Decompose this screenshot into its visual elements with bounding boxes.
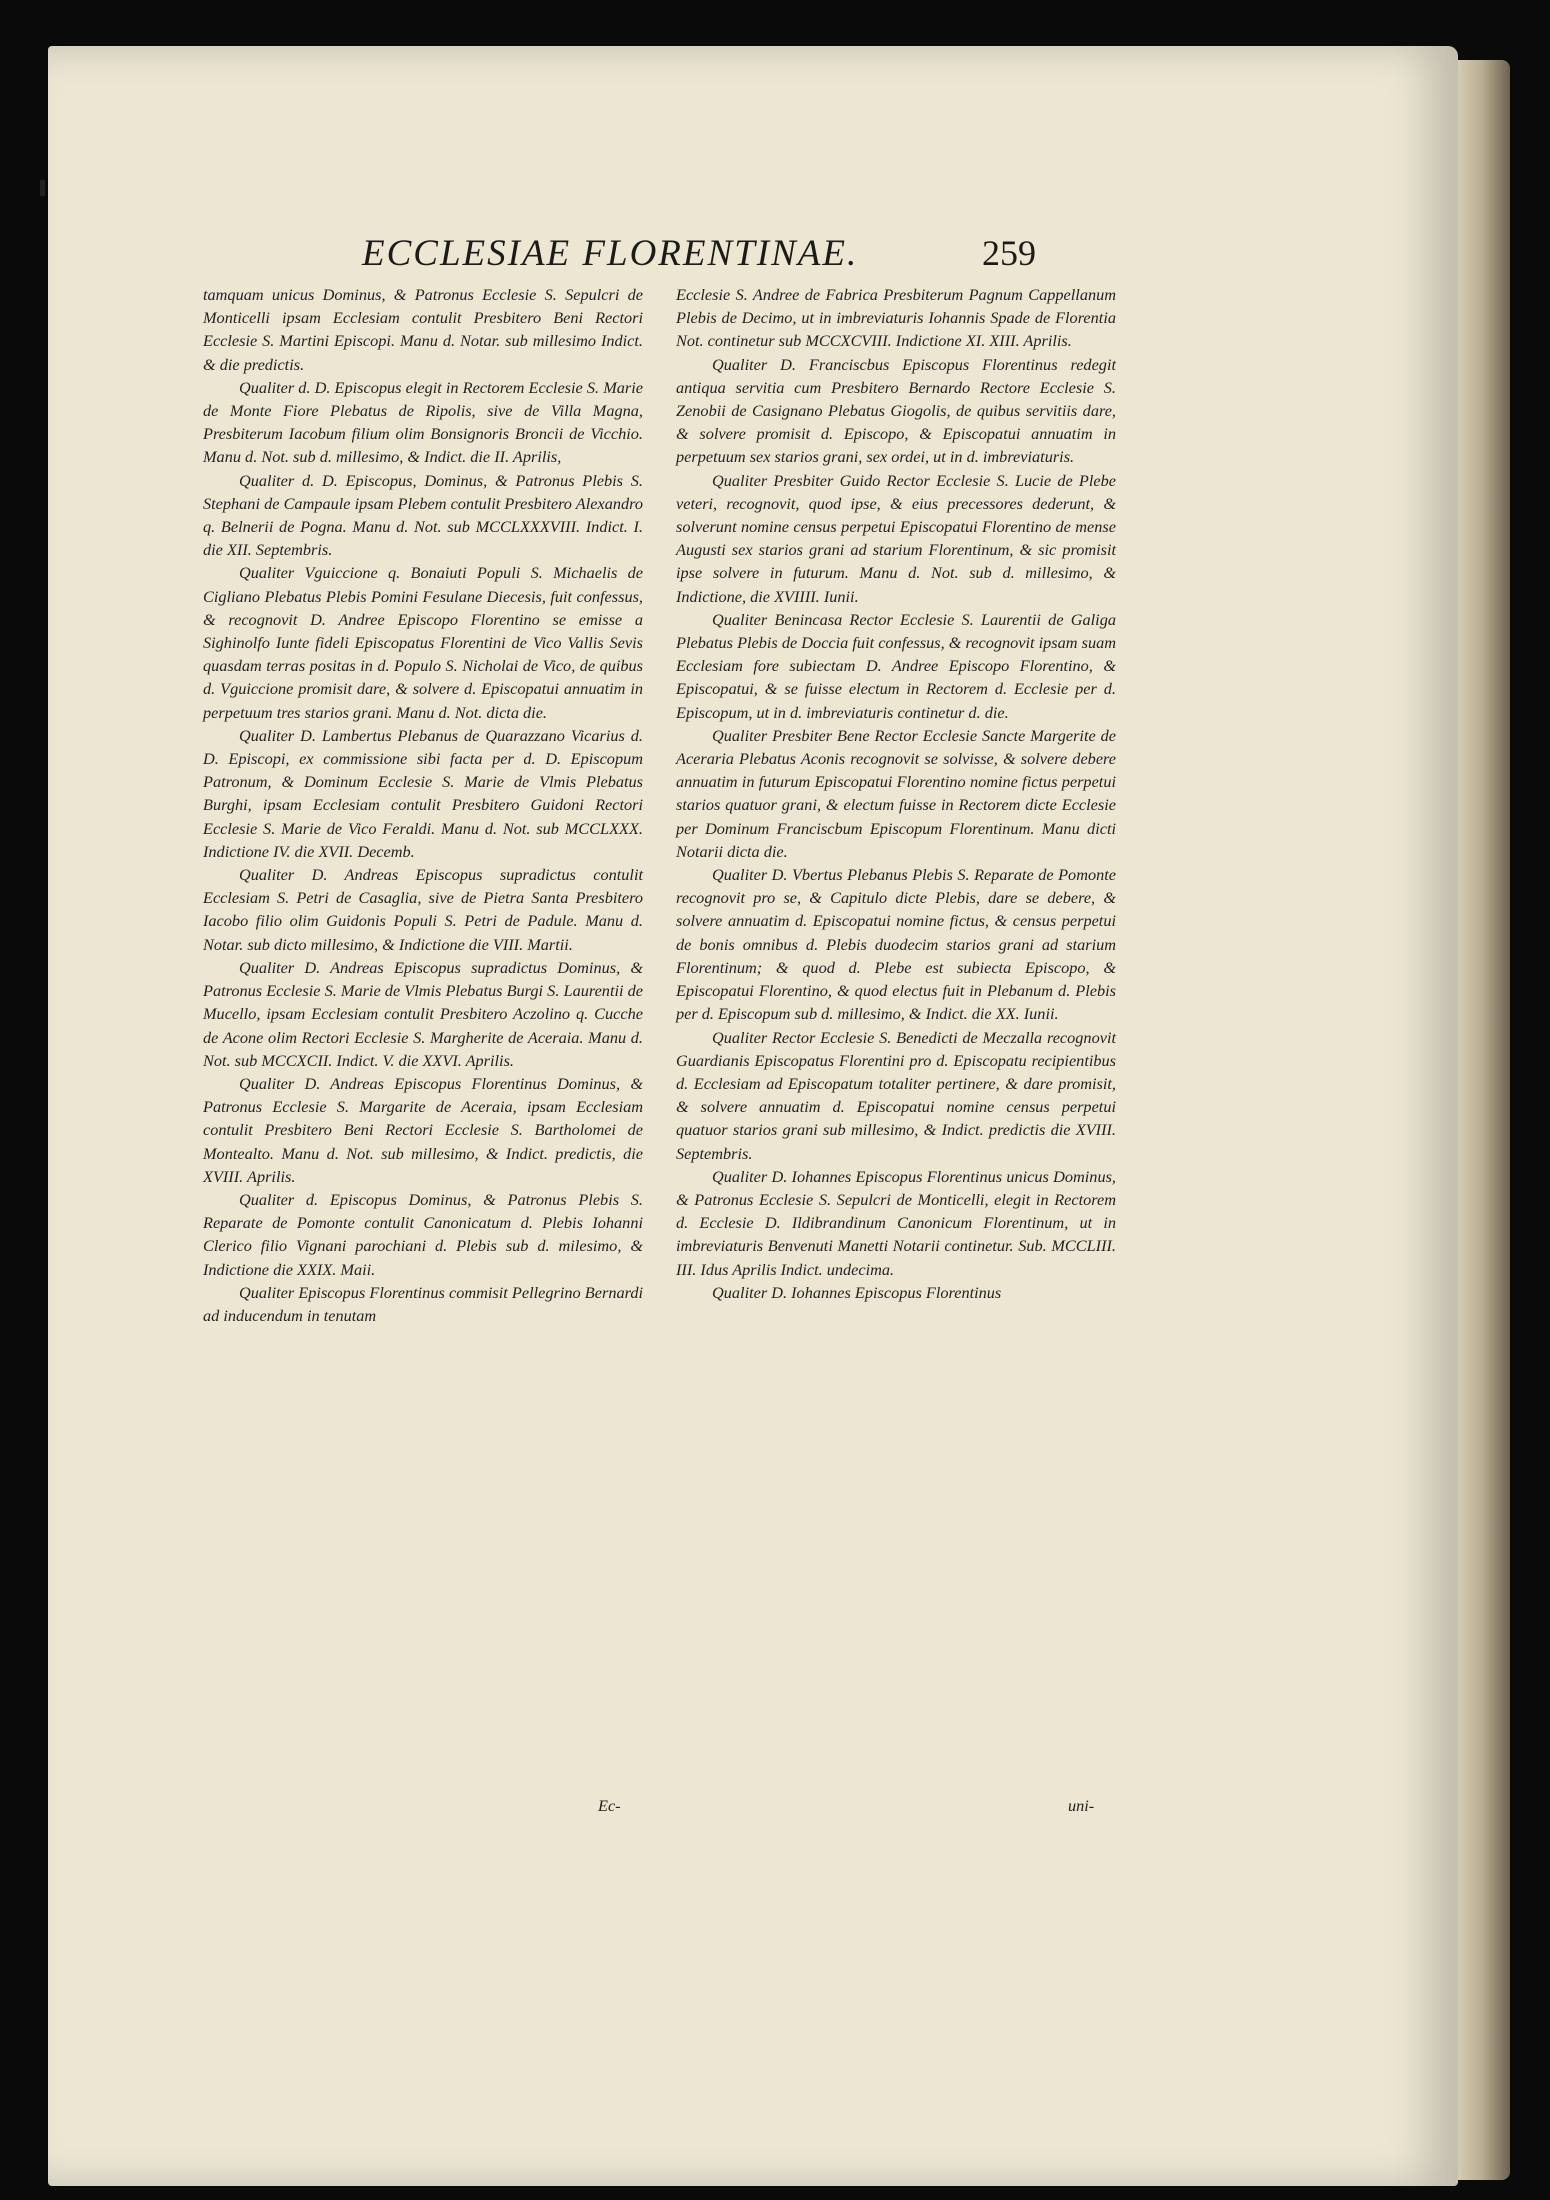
paragraph: Qualiter Vguiccione q. Bonaiuti Populi S. Michaelis de Cigliano Plebatus Plebis Pomini Fesulane Diecesis, fuit confessus, & recognovit D. Andree Episcopo Florentino se emisse a Sighinolfo Iunte fideli Episcopatus Florentini de Vico Vallis Sevis quasdam terras positas in d. Populo S. Nicholai de Vico, de quibus d. Vguiccione promisit dare, & solvere d. Episcopatui annuatim in perpetuum tres starios grani. Manu d. Not. dicta die. [203,563,643,722]
paragraph: tamquam unicus Dominus, & Patronus Ecclesie S. Sepulcri de Monticelli ipsam Ecclesiam contulit Presbitero Beni Rectori Ecclesie S. Martini Episcopi. Manu d. Notar. sub millesimo Indict. & die predictis. [203,285,643,374]
paragraph: Qualiter Benincasa Rector Ecclesie S. Laurentii de Galiga Plebatus Plebis de Doccia fuit confessus, & recognovit ipsam suam Ecclesiam fore subiectam D. Andree Episcopo Florentino, & Episcopatui, & se fuisse electum in Rectorem d. Ecclesie per d. Episcopum, ut in d. imbreviaturis continetur d. die. [676,609,1116,722]
paragraph: Qualiter Presbiter Bene Rector Ecclesie Sancte Margerite de Aceraria Plebatus Aconis recognovit se solvisse, & solvere debere annuatim in futurum Episcopatui Florentino nomine fictus perpetui starios quatuor grani, & electum fuisse in Rectorem dicte Ecclesie per Dominum Franciscbum Episcopum Florentinum. Manu dicti Notarii dicta die. [676,725,1116,861]
paragraph: Qualiter D. Iohannes Episcopus Florentinus [712,1282,1002,1302]
page-number: 259 [982,233,1036,273]
paragraph: Ecclesie S. Andree de Fabrica Presbiterum Pagnum Cappellanum Plebis de Decimo, ut in imbreviaturis Iohannis Spade de Florentia Not. continetur sub MCCXCVIII. Indictione XI. XIII. Aprilis. [676,285,1116,351]
paragraph: Qualiter D. Lambertus Plebanus de Quarazzano Vicarius d. D. Episcopi, ex commissione sibi facta per d. D. Episcopum Patronum, & Dominum Ecclesie S. Marie de Vlmis Plebatus Burghi, ipsam Ecclesiam contulit Presbitero Guidoni Rectori Ecclesie S. Marie de Vico Feraldi. Manu d. Not. sub MCCLXXX. Indictione IV. die XVII. Decemb. [203,725,643,861]
catchword-left: Ec- [598,1796,621,1815]
page-edge [1455,60,1510,2180]
paragraph: Qualiter D. Andreas Episcopus Florentinus Dominus, & Patronus Ecclesie S. Margarite de Aceraia, ipsam Ecclesiam contulit Presbitero Beni Rectori Ecclesie S. Bartholomei de Montealto. Manu d. Not. sub millesimo, & Indict. predictis, die XVIII. Aprilis. [203,1073,643,1186]
running-title: ECCLESIAE FLORENTINAE. [362,233,859,274]
paragraph: Qualiter Episcopus Florentinus commisit Pellegrino Bernardi ad inducendum in tenutam [203,1282,643,1325]
gutter-mark [40,180,45,196]
paragraph: Qualiter D. Andreas Episcopus supradictus contulit Ecclesiam S. Petri de Casaglia, sive de Pietra Santa Presbitero Iacobo filio olim Guidonis Populi S. Petri de Padule. Manu d. Notar. sub dicto millesimo, & Indictione die VIII. Martii. [203,865,643,954]
left-column [203,283,643,1327]
catchword-right: uni- [1068,1796,1095,1815]
paragraph: Qualiter D. Andreas Episcopus supradictus Dominus, & Patronus Ecclesie S. Marie de Vlmis Plebatus Burgi S. Laurentii de Mucello, ipsam Ecclesiam contulit Presbitero Aczolino q. Cucche de Acone olim Rectori Ecclesie S. Margherite de Aceraia. Manu d. Not. sub MCCXCII. Indict. V. die XXVI. Aprilis. [203,957,643,1070]
right-column [676,283,1116,1304]
paragraph: Qualiter D. Vbertus Plebanus Plebis S. Reparate de Pomonte recognovit pro se, & Capitulo dicte Plebis, dare se debere, & solvere annuatim d. Episcopatui nomine fictus, & census perpetui de bonis omnibus d. Plebis duodecim starios grani ad starium Florentinum; & quod d. Plebe est subiecta Episcopo, & Episcopatui Florentino, & quod electus fuit in Plebanum d. Plebis per d. Episcopum sub d. millesimo, & Indict. die XX. Iunii. [676,865,1116,1024]
paragraph: Qualiter d. D. Episcopus, Dominus, & Patronus Plebis S. Stephani de Campaule ipsam Plebem contulit Presbitero Alexandro q. Belnerii de Pogna. Manu d. Not. sub MCCLXXXVIII. Indict. I. die XII. Septembris. [203,470,643,560]
paragraph: Qualiter d. D. Episcopus elegit in Rectorem Ecclesie S. Marie de Monte Fiore Plebatus de Ripolis, sive de Villa Magna, Presbiterum Iacobum filium olim Bonsignoris Broncii de Vicchio. Manu d. Not. sub d. millesimo, & Indict. die II. Aprilis, [203,377,643,467]
paragraph: Qualiter d. Episcopus Dominus, & Patronus Plebis S. Reparate de Pomonte contulit Canonicatum d. Plebis Iohanni Clerico filio Vignani parochiani d. Plebis sub d. milesimo, & Indictione die XXIX. Maii. [203,1189,643,1279]
paragraph: Qualiter Rector Ecclesie S. Benedicti de Meczalla recognovit Guardianis Episcopatus Florentini pro d. Episcopatu recipientibus d. Ecclesiam ad Episcopatum totaliter pertinere, & dare promisit, & solvere annuatim d. Episcopatui nomine census perpetui quatuor starios grani sub millesimo, & Indict. predictis die XVIII. Septembris. [676,1027,1116,1163]
paragraph: Qualiter D. Franciscbus Episcopus Florentinus redegit antiqua servitia cum Presbitero Bernardo Rectore Ecclesie S. Zenobii de Casignano Plebatus Giogolis, de quibus servitiis dare, & solvere promisit d. Episcopo, & Episcopatui annuatim in perpetuum sex starios grani, sex ordei, ut in d. imbreviaturis. [676,354,1116,467]
paragraph: Qualiter Presbiter Guido Rector Ecclesie S. Lucie de Plebe veteri, recognovit, quod ipse, & eius precessores dederunt, & solverunt nomine census perpetui Episcopatui Florentino de mense Augusti sex starios grani ad starium Florentinum, & sic promisit ipse solvere in futurum. Manu d. Not. sub d. millesimo, & Indictione, die XVIIII. Iunii. [676,470,1116,606]
paragraph: Qualiter D. Iohannes Episcopus Florentinus unicus Dominus, & Patronus Ecclesie S. Sepulcri de Monticelli, elegit in Rectorem d. Ecclesie D. Ildibrandinum Canonicum Florentinum, ut in imbreviaturis Benvenuti Manetti Notarii continetur. Sub. MCCLIII. III. Idus Aprilis Indict. undecima. [676,1166,1116,1279]
